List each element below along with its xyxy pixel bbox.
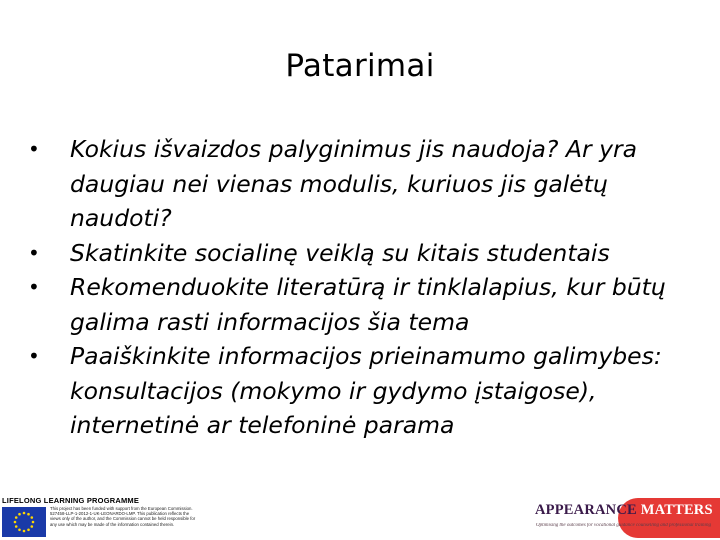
appearance-matters-logo — [532, 498, 720, 538]
brand-wordmark — [535, 502, 713, 519]
brand-tagline: Optimising the outcomes for vocational guidance counselling and professional training — [536, 523, 711, 528]
bullet-text: Kokius išvaizdos palyginimus jis naudoja? Ar yra daugiau nei vienas modulis, kuriuos jis galėtų naudoti? — [70, 135, 638, 232]
eu-stars-icon — [2, 507, 46, 537]
bullet-item — [28, 236, 698, 271]
llp-logo-title: LIFELONG LEARNING PROGRAMME — [2, 496, 140, 505]
bullet-marker: • — [28, 344, 40, 368]
bullet-marker: • — [28, 275, 40, 299]
bullet-marker: • — [28, 240, 40, 265]
bullet-text: Rekomenduokite literatūrą ir tinklalapius, kur būtų galima rasti informacijos šia tema — [70, 273, 666, 336]
bullet-text: Skatinkite socialinę veiklą su kitais studentais — [70, 238, 610, 267]
brand-word-2: MATTERS — [636, 502, 713, 518]
slide-title: Patarimai — [285, 48, 435, 84]
brand-word-1: APPEARANCE — [535, 502, 637, 518]
bullet-text: Paaiškinkite informacijos prieinamumo galimybes: konsultacijos (mokymo ir gydymo įstaigose), internetinė ar telefoninė parama — [70, 342, 662, 439]
bullet-marker: • — [28, 137, 40, 161]
bullet-item — [28, 339, 698, 443]
funding-disclaimer: This project has been funded with support from the European Commission. 527458-LLP-1-2012-1-UK-LEONARDO-LMP. This publication reflects the views only of the author, and the Commission cannot be held responsible for any use which may be made of the information contained therein. — [50, 506, 196, 527]
footer — [0, 494, 720, 540]
bullet-item — [28, 132, 698, 236]
bullet-list — [28, 132, 698, 443]
eu-flag-icon — [2, 507, 46, 537]
bullet-item — [28, 270, 698, 339]
